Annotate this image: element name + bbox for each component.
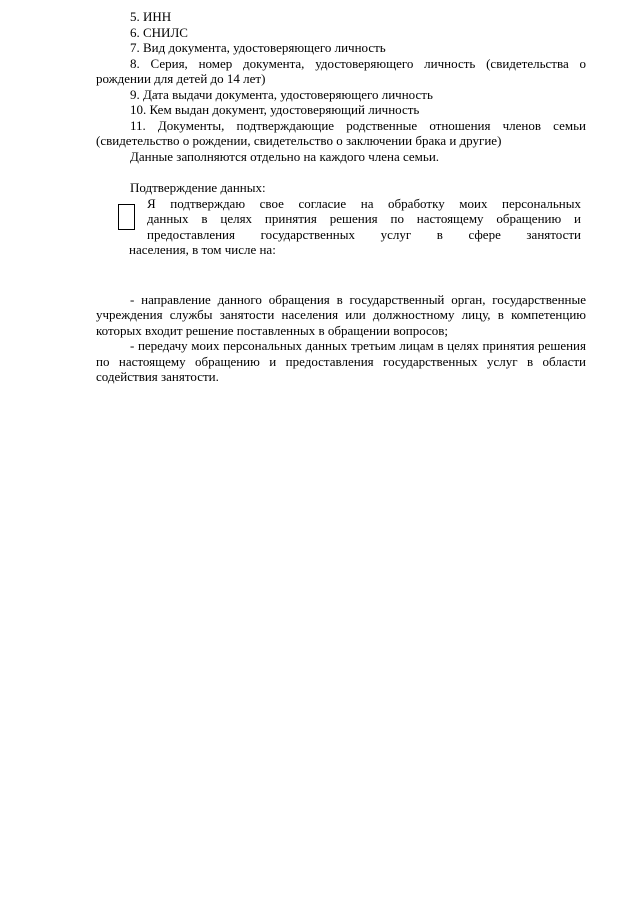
item-inn: 5. ИНН: [130, 9, 172, 24]
consent-line-3: предоставления государственных услуг в сфере занятости: [147, 226, 581, 242]
consent-line-2: данных в целях принятия решения по настоящему обращению и: [147, 211, 581, 226]
item-id-document-number: 8. Серия, номер документа, удостоверяющего личность (свидетельства о рождении для детей до 14 лет): [96, 55, 586, 86]
purpose-item-third-parties: - передачу моих персональных данных третьим лицам в целях принятия решения по настоящему обращению и предоставления государственных услуг в области содействия занятости.: [96, 338, 586, 384]
item-id-document-issuer: 10. Кем выдан документ, удостоверяющий личность: [130, 102, 420, 117]
confirmation-heading: Подтверждение данных:: [130, 180, 266, 195]
item-snils: 6. СНИЛС: [130, 24, 188, 40]
document-content: [96, 9, 586, 385]
item-family-documents: 11. Документы, подтверждающие родственные отношения членов семьи (свидетельство о рождении, свидетельство о заключении брака и другие): [96, 117, 586, 148]
consent-checkbox[interactable]: [118, 204, 135, 230]
item-id-document-type: 7. Вид документа, удостоверяющего личность: [130, 40, 386, 55]
item-id-document-date: 9. Дата выдачи документа, удостоверяющего личность: [130, 86, 433, 102]
purpose-item-forwarding: - направление данного обращения в государственный орган, государственные учреждения службы занятости населения или должностному лицу, в компетенцию которых входит решение поставленных в обращении вопросов;: [96, 291, 586, 338]
consent-line-1: Я подтверждаю свое согласие на обработку моих персональных: [147, 195, 581, 211]
consent-purposes-list: [96, 292, 586, 385]
consent-block: [96, 196, 586, 262]
consent-text: [147, 196, 581, 243]
family-member-note: Данные заполняются отдельно на каждого члена семьи.: [130, 148, 440, 164]
consent-line-4: населения, в том числе на:: [129, 241, 276, 257]
